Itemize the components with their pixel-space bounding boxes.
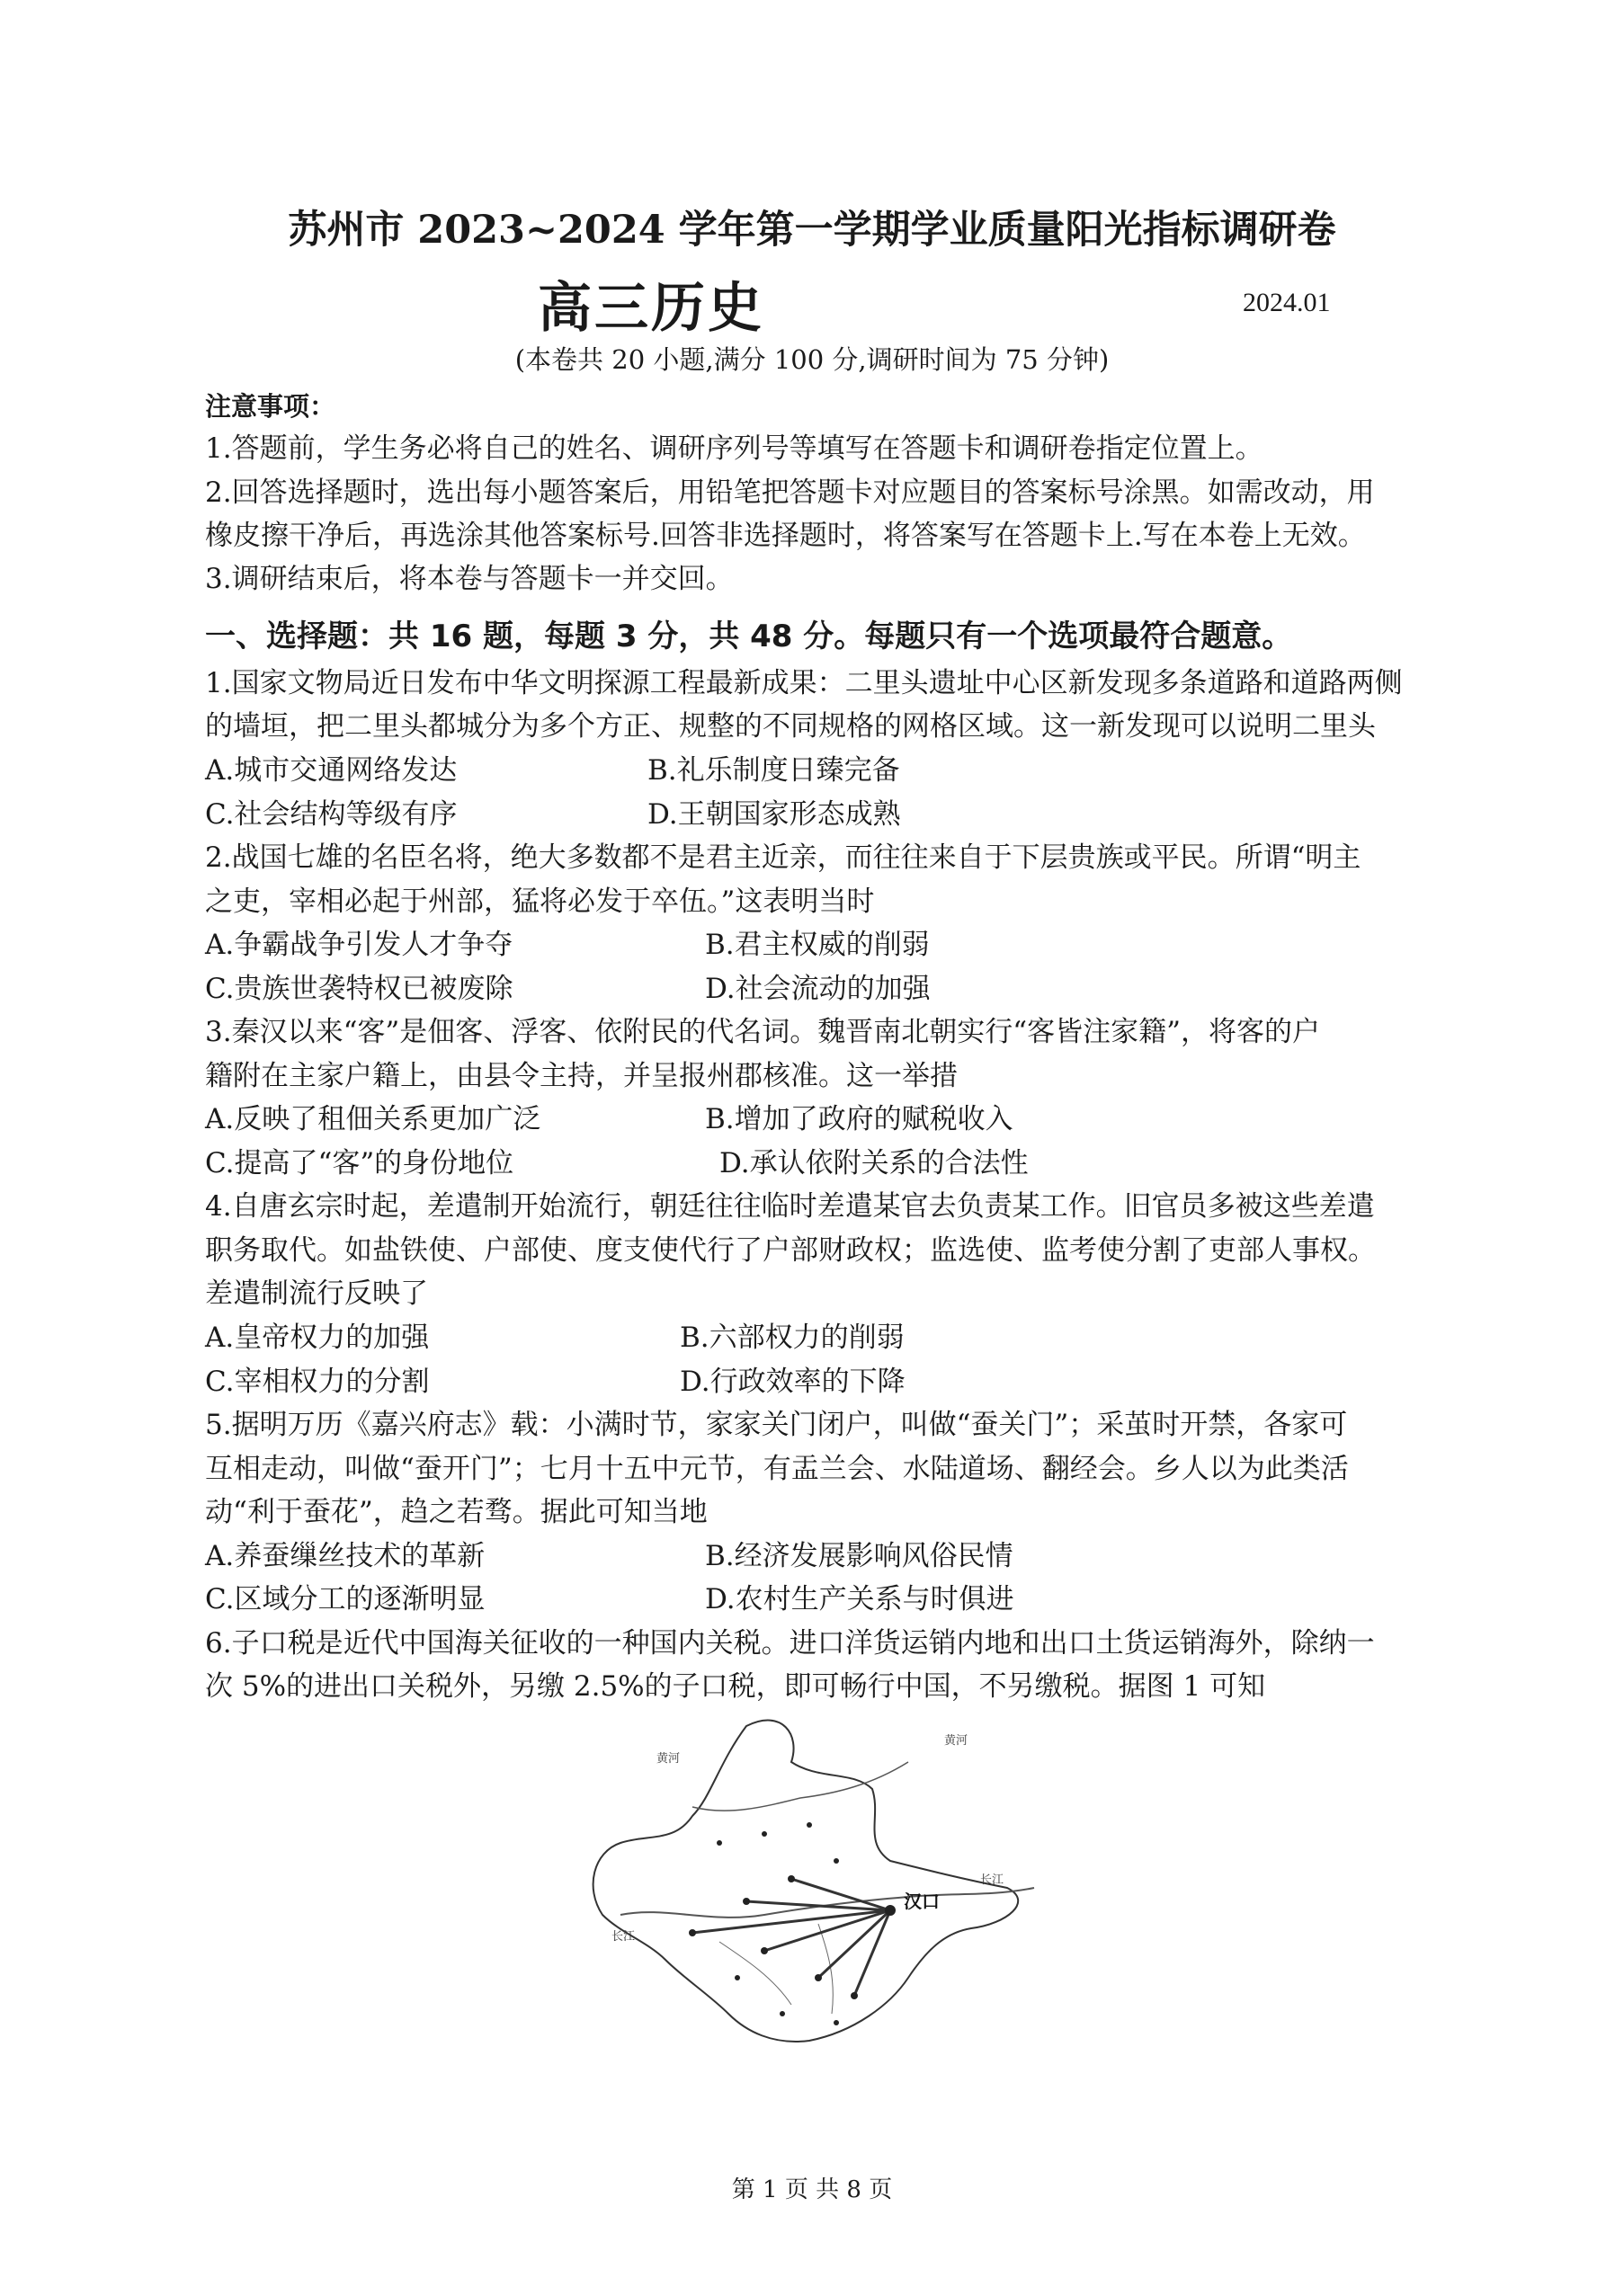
exam-date: 2024.01 [1243,288,1331,317]
option-d: D.农村生产关系与时俱进 [705,1583,1014,1615]
option-a: A.城市交通网络发达 [205,754,458,787]
river-line [818,1924,833,2014]
question-stem-line: 2.战国七雄的名臣名将，绝大多数都不是君主近亲，而往往来自于下层贵族或平民。所谓“明主 [205,841,1361,874]
option-d: D.社会流动的加强 [705,973,931,1005]
option-c: C.提高了“客”的身份地位 [205,1147,514,1179]
question-stem-line: 1.国家文物局近日发布中华文明探源工程最新成果：二里头遗址中心区新发现多条道路和道路两侧 [205,667,1403,699]
option-b: B.君主权威的削弱 [705,929,930,961]
question-stem-line: 的墙垣，把二里头都城分为多个方正、规整的不同规格的网格区域。这一新发现可以说明二里头 [205,710,1376,743]
option-c: C.贵族世袭特权已被废除 [205,973,513,1005]
option-a: A.养蚕缫丝技术的革新 [205,1540,486,1572]
place-dots [689,1822,896,2025]
river-line [719,1942,791,2005]
map-label-river-north: 黄河 [656,1752,681,1766]
map-label-river-ne: 黄河 [944,1734,968,1748]
option-c: C.宰相权力的分割 [205,1366,430,1398]
question-stem-line: 职务取代。如盐铁使、户部使、度支使代行了户部财政权；监选使、监考使分割了吏部人事权。 [205,1234,1376,1267]
trade-route-map [584,1708,1052,2068]
option-a: A.皇帝权力的加强 [205,1322,430,1354]
question-stem-line: 互相走动，叫做“蚕开门”；七月十五中元节，有盂兰会、水陆道场、翻经会。乡人以为此类活 [205,1453,1349,1485]
option-a: A.反映了租佃关系更加广泛 [205,1103,541,1135]
option-b: B.六部权力的削弱 [680,1322,905,1354]
option-b: B.增加了政府的赋税收入 [705,1103,1013,1135]
question-stem-line: 动“利于蚕花”，趋之若骛。据此可知当地 [205,1496,708,1528]
notice-item: 1.答题前，学生务必将自己的姓名、调研序列号等填写在答题卡和调研卷指定位置上。 [205,432,1263,465]
section-heading: 一、选择题：共 16 题，每题 3 分，共 48 分。每题只有一个选项最符合题意。 [205,618,1293,654]
question-stem-line: 籍附在主家户籍上，由县令主持，并呈报州郡核准。这一举措 [205,1060,958,1092]
notice-item: 橡皮擦干净后，再选涂其他答案标号.回答非选择题时，将答案写在答题卡上.写在本卷上无效。 [205,520,1366,552]
question-stem-line: 6.子口税是近代中国海关征收的一种国内关税。进口洋货运销内地和出口土货运销海外，除纳一 [205,1627,1375,1660]
option-c: C.区域分工的逐渐明显 [205,1583,486,1615]
river-line [692,1762,908,1811]
option-d: D.行政效率的下降 [680,1366,906,1398]
map-label-hankou: 汉口 [904,1891,940,1912]
river-line [620,1888,1034,1918]
option-d: D.王朝国家形态成熟 [647,798,901,831]
notice-item: 2.回答选择题时，选出每小题答案后，用铅笔把答题卡对应题目的答案标号涂黑。如需改动，用 [205,476,1375,509]
question-stem-line: 5.据明万历《嘉兴府志》载：小满时节，家家关门闭户，叫做“蚕关门”；采茧时开禁，各家可 [205,1409,1348,1441]
exam-title: 苏州市 2023~2024 学年第一学期学业质量阳光指标调研卷 [288,208,1336,253]
map-label-river-east: 长江 [980,1873,1004,1887]
exam-subtitle: (本卷共 20 小题,满分 100 分,调研时间为 75 分钟) [514,344,1110,375]
map-region-outline [593,1721,1019,2042]
route-lines [692,1879,890,1996]
option-a: A.争霸战争引发人才争夺 [205,929,513,961]
question-stem-line: 次 5%的进出口关税外，另缴 2.5%的子口税，即可畅行中国，不另缴税。据图 1 可知 [205,1670,1266,1703]
option-b: B.经济发展影响风俗民情 [705,1540,1013,1572]
question-stem-line: 差遣制流行反映了 [205,1277,428,1310]
question-stem-line: 4.自唐玄宗时起，差遣制开始流行，朝廷往往临时差遣某官去负责某工作。旧官员多被这些差遣 [205,1190,1375,1223]
question-stem-line: 之吏，宰相必起于州部，猛将必发于卒伍。”这表明当时 [205,885,875,918]
option-c: C.社会结构等级有序 [205,798,458,831]
question-stem-line: 3.秦汉以来“客”是佃客、浮客、依附民的代名词。魏晋南北朝实行“客皆注家籍”，将客的户 [205,1016,1320,1048]
notice-item: 3.调研结束后，将本卷与答题卡一并交回。 [205,563,734,595]
subject-title: 高三历史 [538,277,764,340]
option-d: D.承认依附关系的合法性 [719,1147,1029,1179]
page-footer: 第 1 页 共 8 页 [731,2176,893,2203]
map-label-river-west: 长江 [611,1930,636,1944]
option-b: B.礼乐制度日臻完备 [647,754,900,787]
notice-heading: 注意事项： [205,391,336,422]
